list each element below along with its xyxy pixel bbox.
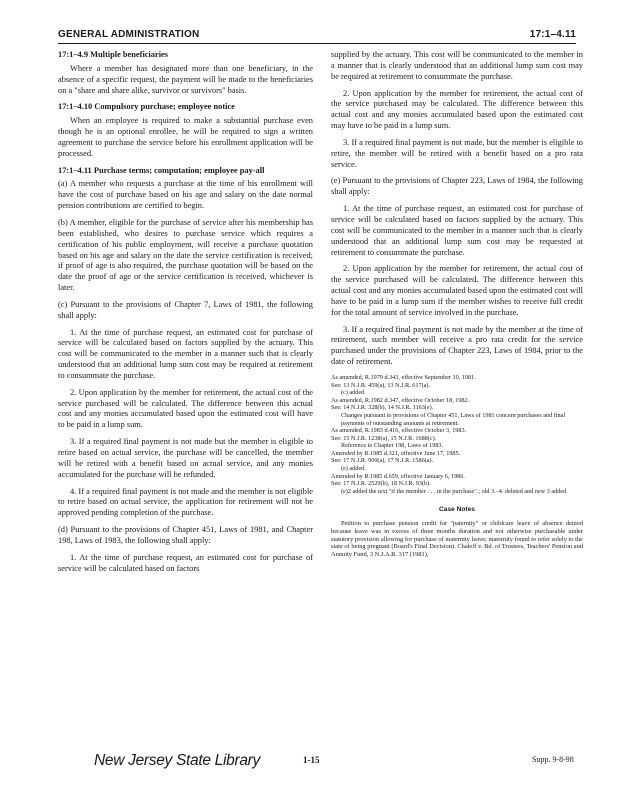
supplement-date: Supp. 9-8-98	[532, 755, 574, 764]
subsection-a: (a) A member who requests a purchase at the time of his enrollment will have the cost of purchase based on his age and salary on the date normal pension contributions are certified to begin.	[58, 179, 313, 211]
history-line: See: 15 N.J.R. 1238(a), 15 N.J.R. 1688(c).	[331, 434, 437, 442]
subsection-c-item-2: 2. Upon application by the member for retirement, the actual cost of the service purchased will be calculated. The difference between this actual cost and any monies accumulated based upon the estimated cost will have to be paid in a lump sum.	[58, 387, 313, 430]
right-column	[331, 50, 583, 565]
left-column	[58, 50, 313, 580]
paragraph: Where a member has designated more than one beneficiary, in the absence of a specific request, the payment will be made to the beneficiaries on a "share and share alike, survivor or survivors" basis.	[58, 63, 313, 95]
history-line: Changes pursuant to provisions of Chapter 451, Laws of 1981 concern purchases and final payments of outstanding amounts at retirement.	[341, 411, 566, 427]
subsection-b: (b) A member, eligible for the purchase of service after his membership has been established, who desires to purchase service which requires a certification of his public employment, will receive a purchase quotation based on his age and salary on the date the service certification is received; if proof of age is also required, the purchase quotation will be based on the date the proof of age or the service certification is received, whichever is later.	[58, 217, 313, 293]
amendment-history	[331, 374, 583, 496]
history-line: Amended by R.1985 d.659, effective January 6, 1986.	[331, 472, 465, 480]
section-heading-4-11: 17:1–4.11 Purchase terms; computation; employee pay-all	[58, 165, 265, 175]
history-line: See: 13 N.J.R. 459(a), 13 N.J.R. 617(a).	[331, 381, 430, 389]
history-line: As amended, R.1982 d.347, effective October 18, 1982.	[331, 396, 470, 404]
history-line: See: 17 N.J.R. 2529(b), 18 N.J.R. 93(b).	[331, 480, 431, 488]
history-line: Amended by R.1985 d.321, effective June 17, 1985.	[331, 449, 461, 457]
header-section-range: 17:1–4.11	[529, 29, 576, 40]
history-line: As amended, R.1983 d.416, effective October 3, 1983.	[331, 427, 467, 435]
page-number: 1-15	[303, 755, 320, 765]
library-watermark: New Jersey State Library	[94, 752, 260, 769]
section-heading-4-9: 17:1–4.9 Multiple beneficiaries	[58, 50, 169, 59]
subsection-c-item-3: 3. If a required final payment is not made but the member is eligible to retire based on actual service, the purchase will be cancelled, the member will be retired with a benefit based on actual service, and any monies accumulated for the purchase will be refunded.	[58, 437, 313, 479]
subsection-d-item-1-continued: supplied by the actuary. This cost will be communicated to the member in a manner that is clearly understood that an additional lump sum cost may be required at retirement to consummate the purchase.	[331, 50, 583, 81]
subsection-d: (d) Pursuant to the provisions of Chapter 451, Laws of 1981, and Chapter 198, Laws of 1983, the following shall apply:	[58, 525, 313, 545]
subsection-e-item-1: 1. At the time of purchase request, an estimated cost for purchase of service will be calculated based on factors supplied by the actuary. This cost will be communicated to the member in a manner such that is clearly understood that an additional lump sum cost may be requested at retirement to consummate the purchase.	[331, 204, 583, 257]
subsection-d-item-1: 1. At the time of purchase request, an estimated cost for purchase of service will be calculated based on factors	[58, 552, 313, 573]
subsection-d-item-2: 2. Upon application by the member for retirement, the actual cost of the service purchased may be calculated. The difference between this actual cost and any monies accumulated based upon the estimated cost may have to be paid in a lump sum.	[331, 88, 583, 131]
history-line: (e)2 added the text "if the member . . . in the purchase".; old 3.–4. deleted and new 3 added.	[341, 487, 568, 495]
subsection-c-item-4: 4. If a required final payment is not made and the member is not eligible to retire based on actual service, the application for retirement will not be approved pending completion of the purchase.	[58, 486, 313, 518]
history-line: (e) added.	[341, 465, 366, 473]
subsection-e: (e) Pursuant to the provisions of Chapter 223, Laws of 1984, the following shall apply:	[331, 176, 583, 197]
history-line: See: 14 N.J.R. 328(b), 14 N.J.R. 1163(e).	[331, 404, 434, 412]
subsection-e-item-2: 2. Upon application by the member for retirement, the actual cost of the service purchased will be calculated. The difference between this actual cost and any monies accumulated based upon the estimated cost will have to be paid in a lump sum if the member wishes to receive full credit for the total amount of service involved in the purchase.	[331, 264, 583, 317]
section-heading-4-10: 17:1–4.10 Compulsory purchase; employee notice	[58, 102, 235, 112]
header-title: GENERAL ADMINISTRATION	[58, 29, 200, 40]
history-line: Reference to Chapter 198, Laws of 1983.	[341, 442, 444, 450]
history-line: See: 17 N.J.R. 900(a), 17 N.J.R. 1586(a).	[331, 457, 434, 465]
subsection-d-item-3: 3. If a required final payment is not made, but the member is eligible to retire, the member will be retired with a benefit based on a pro rata service.	[331, 137, 583, 169]
history-line: (c) added.	[341, 389, 366, 397]
subsection-e-item-3: 3. If a required final payment is not made by the member at the time of retirement, such member will receive a pro rata credit for the service purchased under the provisions of Chapter 223, Laws of 1984, prior to the date of retirement.	[331, 324, 583, 367]
case-notes-text: Petition to purchase pension credit for "paternity" or childcare leave of absence denied because leave was in excess of three months duration and not otherwise purchasable under statutory provision allowing for purchase of maternity leave; maternity found to refer solely to the state of being pregnant (Board's Final Decision). Chaleff v. Bd. of Trustees, Teachers' Pension and Annuity Fund, 3 N.J.A.R. 317 (1981),	[331, 520, 583, 559]
case-notes-heading: Case Notes	[439, 506, 475, 514]
paragraph: When an employee is required to make a substantial purchase even though he is an optional enrollee, he will be required to sign a written agreement to purchase the service before his enrollment application will be processed.	[58, 116, 313, 158]
running-header	[58, 27, 576, 44]
history-line: As amended, R.1979 d.343, effective September 10, 1981.	[331, 373, 476, 381]
subsection-c-item-1: 1. At the time of purchase request, an estimated cost for purchase of service will be calculated based on factors supplied by the actuary. This cost will be communicated to the member in a manner such that is clearly understood that an additional lump sum cost may be required at retirement to consummate the purchase.	[58, 327, 313, 380]
subsection-c: (c) Pursuant to the provisions of Chapter 7, Laws of 1981, the following shall apply:	[58, 299, 313, 320]
